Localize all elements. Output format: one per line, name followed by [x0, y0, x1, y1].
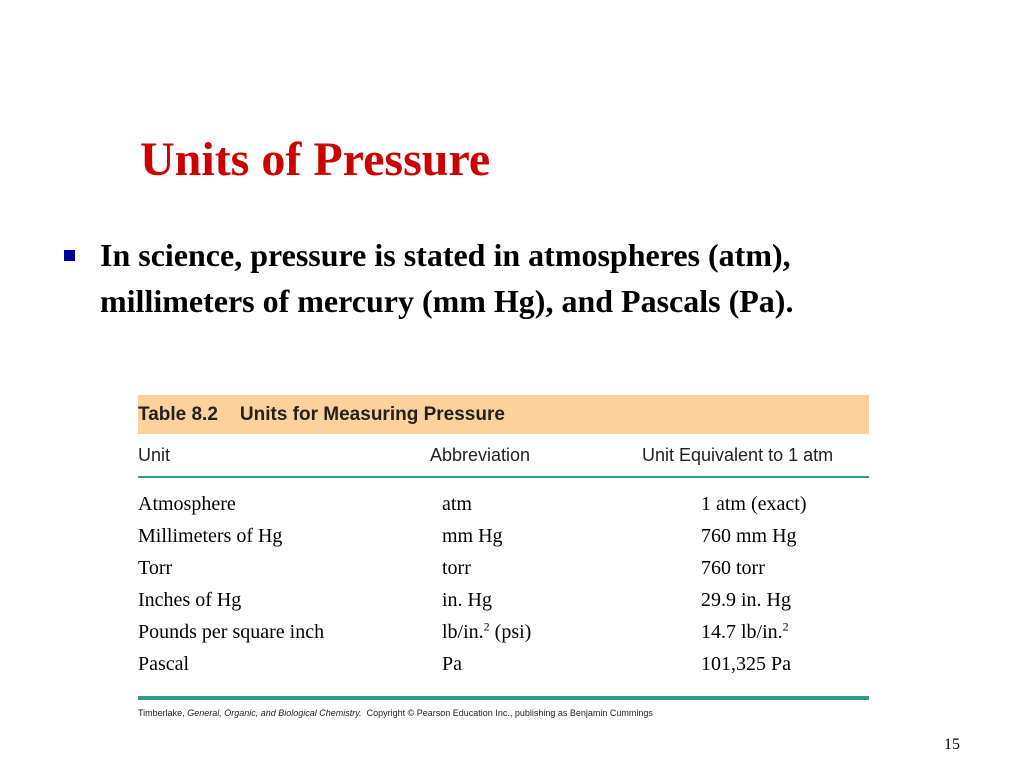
cell-abbreviation: mm Hg	[442, 525, 503, 547]
table-bottom-rule	[138, 696, 869, 700]
cell-abbreviation: in. Hg	[442, 589, 492, 611]
table-number: Table 8.2	[138, 403, 218, 425]
cell-equivalent: 760 mm Hg	[701, 525, 797, 547]
cell-equivalent: 14.7 lb/in.$^2$	[701, 619, 789, 643]
table-row	[138, 618, 869, 650]
cell-abbreviation: torr	[442, 557, 471, 579]
cell-abbreviation: atm	[442, 493, 472, 515]
cell-abbreviation: Pa	[442, 653, 462, 675]
cell-abbreviation: lb/in.$^2$ (psi)	[442, 619, 532, 643]
cell-unit: Pascal	[138, 653, 190, 675]
header-abbreviation: Abbreviation	[430, 445, 531, 465]
cell-unit: Millimeters of Hg	[138, 525, 283, 547]
table-body	[138, 478, 869, 696]
table-row	[138, 586, 869, 618]
table-row	[138, 490, 869, 522]
slide-number: 15	[944, 736, 960, 753]
pressure-units-table	[138, 395, 869, 718]
header-unit: Unit	[138, 445, 171, 465]
table-credit: Timberlake, General, Organic, and Biological Chemistry. Copyright © Pearson Education Inc., publishing as Benjamin Cummings	[138, 708, 653, 718]
cell-equivalent: 29.9 in. Hg	[701, 589, 791, 611]
table-row	[138, 554, 869, 586]
cell-unit: Pounds per square inch	[138, 621, 325, 643]
table-caption	[138, 395, 869, 434]
header-equivalent: Unit Equivalent to 1 atm	[642, 445, 834, 465]
table-row	[138, 650, 869, 682]
cell-equivalent: 1 atm (exact)	[701, 493, 807, 515]
slide-title: Units of Pressure	[140, 133, 491, 186]
cell-equivalent: 760 torr	[701, 557, 765, 579]
cell-unit: Inches of Hg	[138, 589, 242, 611]
bullet-square-icon	[64, 250, 75, 261]
cell-unit: Atmosphere	[138, 493, 236, 515]
table-row	[138, 522, 869, 554]
cell-unit: Torr	[138, 557, 173, 579]
cell-equivalent: 101,325 Pa	[701, 653, 791, 675]
table-title: Units for Measuring Pressure	[239, 403, 505, 425]
bullet-text: In science, pressure is stated in atmospheres (atm), millimeters of mercury (mm Hg), and Pascals (Pa).	[100, 237, 794, 319]
table-header-row	[138, 434, 869, 476]
